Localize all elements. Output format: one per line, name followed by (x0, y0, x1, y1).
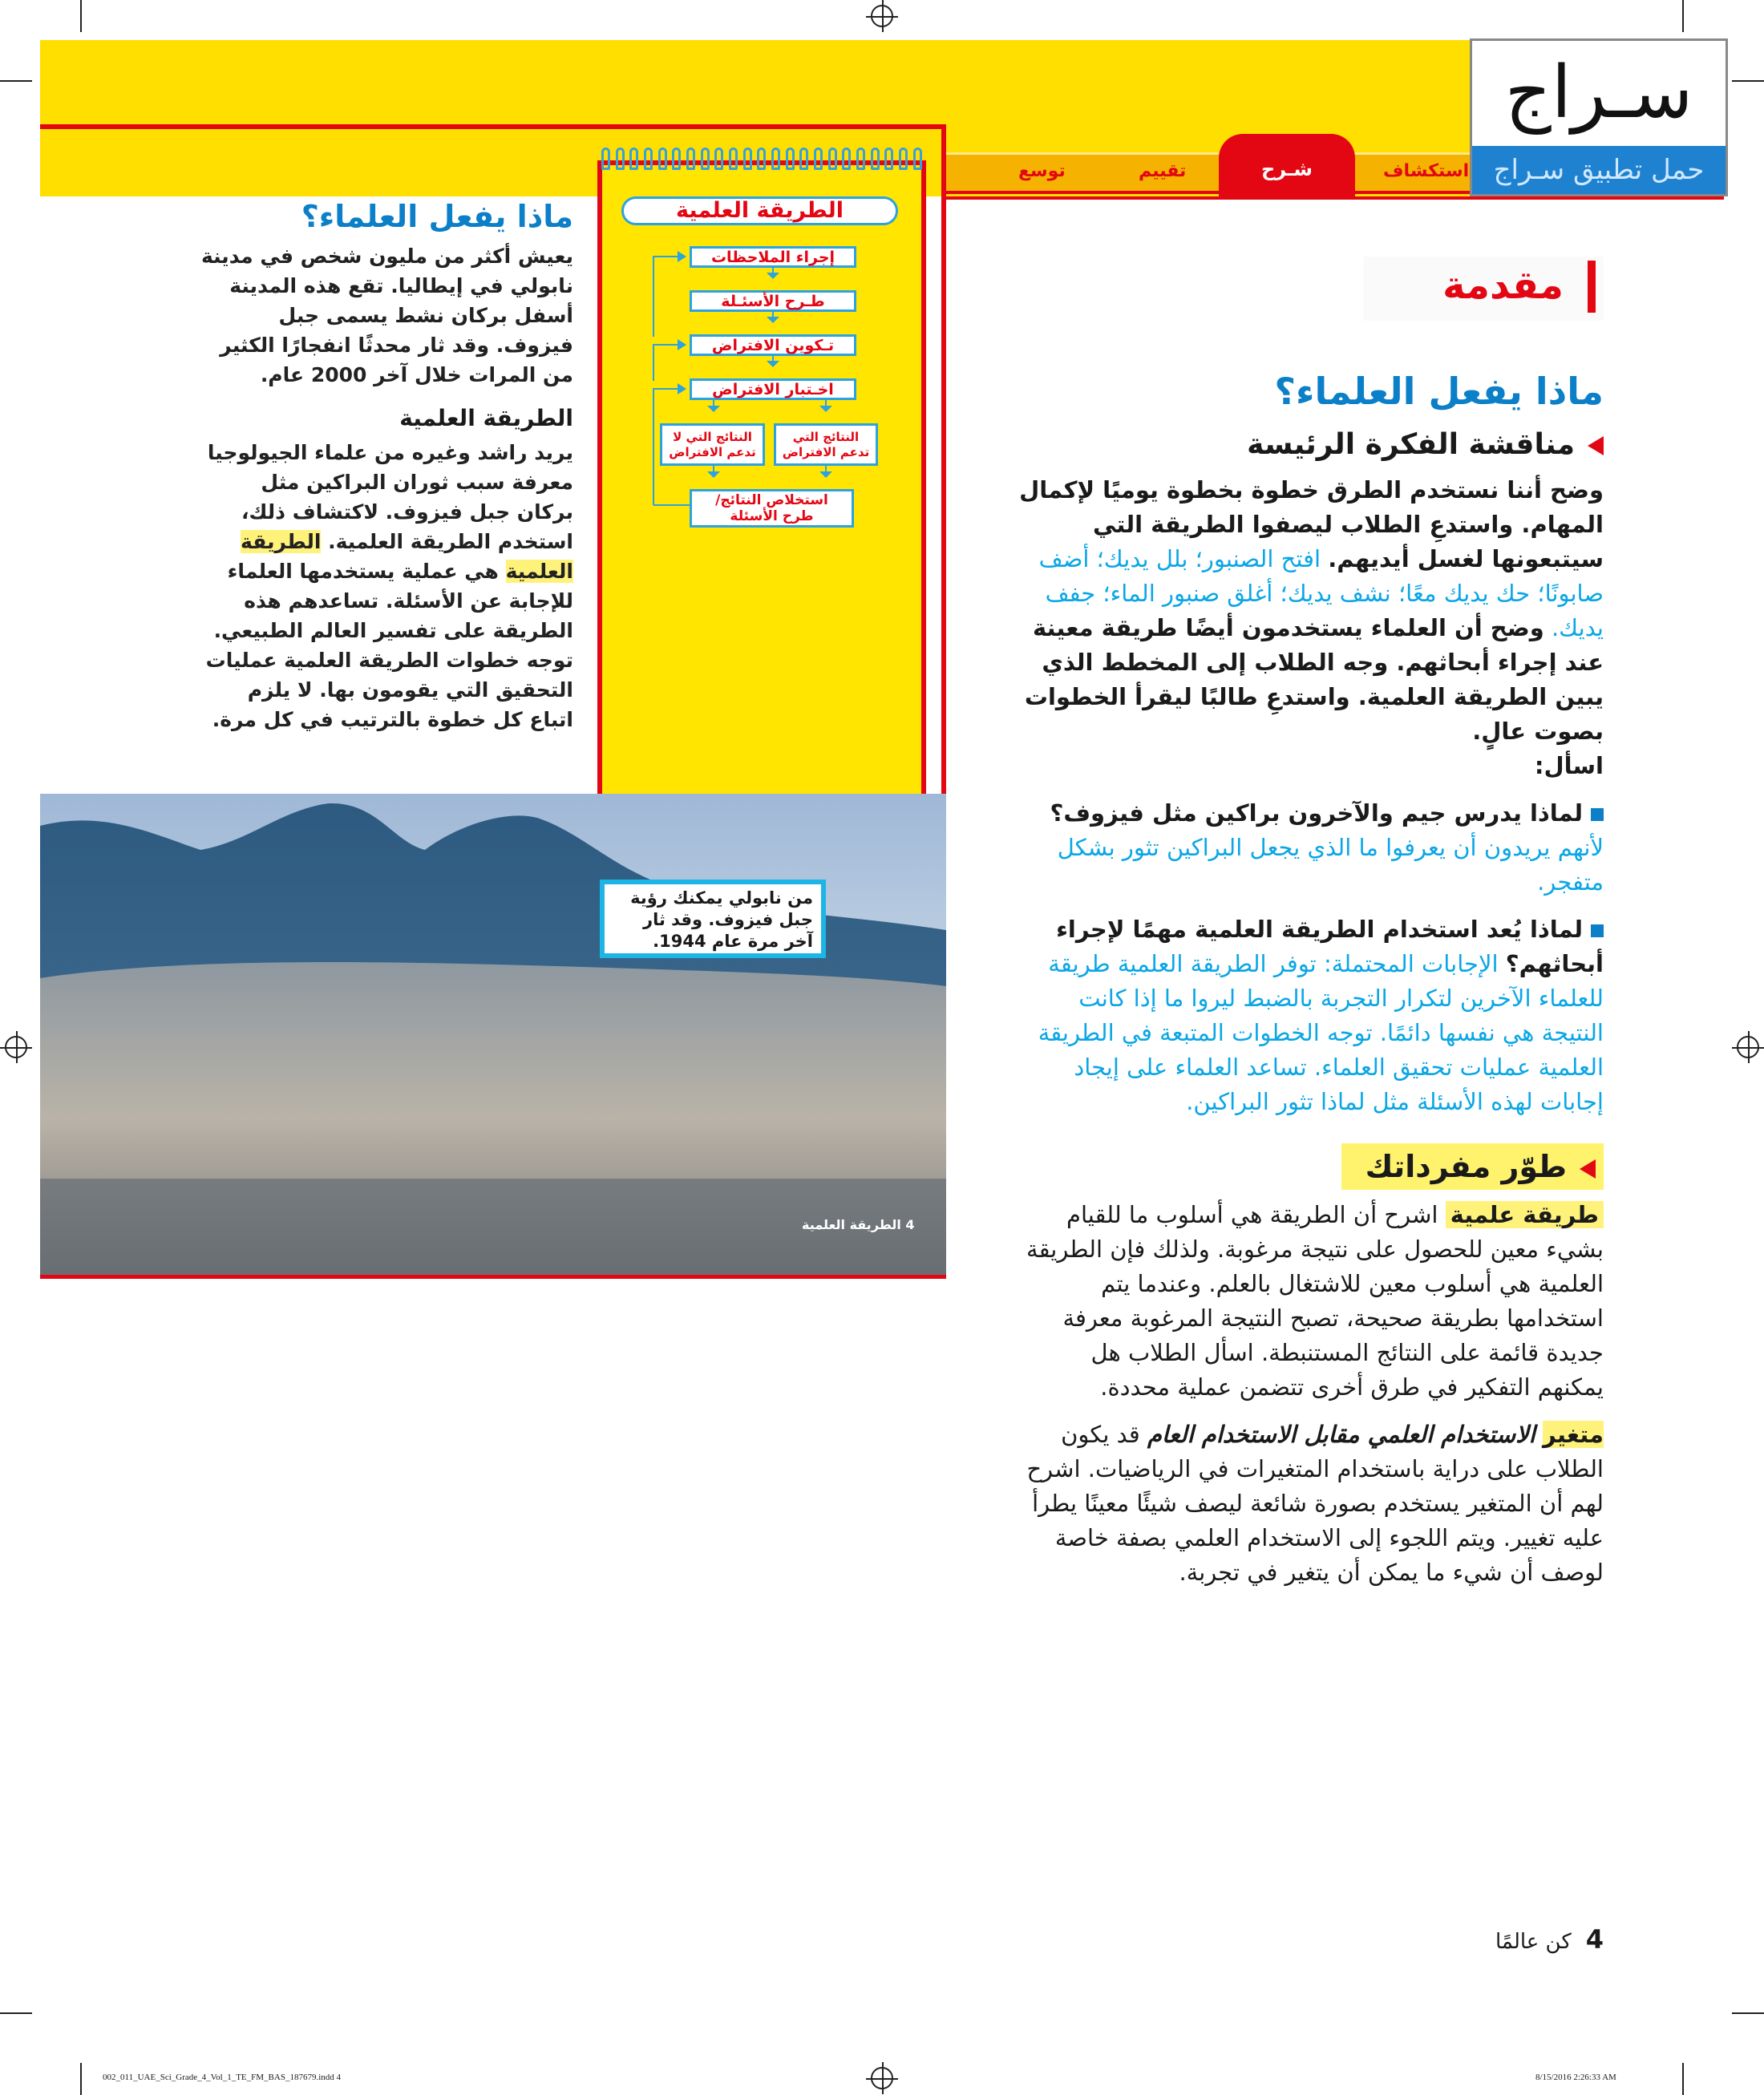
student-page-title: ماذا يفعل العلماء؟ (301, 199, 573, 234)
bullet-icon (1591, 808, 1604, 821)
crop-mark (0, 2012, 32, 2014)
scientific-method-flowchart (593, 144, 930, 850)
vocab-heading (1341, 1143, 1604, 1190)
method-text: يريد راشد وغيره من علماء الجيولوجيا معرفة سبب ثوران البراكين مثل بركان جبل فيزوف. لاكتشاف ذلك، استخدم الطريقة العلمية. (207, 441, 573, 553)
crop-mark (80, 2063, 82, 2095)
section-title: الطريقة العلمية (399, 405, 573, 431)
crop-mark (1732, 80, 1764, 82)
teacher-instruction: وضح أن العلماء يستخدمون أيضًا طريقة معينة عند إجراء أبحاثهم. وجه الطلاب إلى المخطط الذي يبين الطريقة العلمية. واستدعِ طالبًا ليقرأ الخطوات بصوت عالٍ. (1024, 614, 1604, 745)
photo-caption: من نابولي يمكنك رؤية جبل فيزوف. وقد ثار آخر مرة عام 1944. (600, 880, 826, 958)
result-supports: النتائج التي تدعم الافتراض (774, 423, 878, 466)
usage-title: الاستخدام العلمي مقابل الاستخدام العام (1147, 1421, 1535, 1448)
intro-paragraph (200, 241, 573, 390)
crop-mark (1732, 2012, 1764, 2014)
triangle-marker-icon (1580, 1159, 1596, 1179)
tab-explore[interactable]: استكشاف (1383, 161, 1470, 181)
question-text: لماذا يدرس جيم والآخرون براكين مثل فيزوف؟ (1050, 799, 1583, 827)
photo-label-text: الطريقة العلمية (802, 1217, 901, 1232)
step-ask-questions: طـرح الأسئـلة (690, 290, 856, 312)
vocab-text: اشرح أن الطريقة هي أسلوب ما للقيام بشيء معين للحصول على نتيجة مرغوبة. ولذلك فإن الطريقة العلمية هي أسلوب معين للاشتغال بالعلم. وعندما يتم استخدامها بطريقة صحيحة، تصبح النتيجة المرغوبة معرفة جديدة قائمة على النتائج المستنبطة. اسأل الطلاب هل يمكنهم التفكير في طرق أخرى تتضمن عملية محددة. (1026, 1201, 1604, 1401)
subheading-text: مناقشة الفكرة الرئيسة (1247, 428, 1575, 461)
teacher-notes-column (1018, 367, 1604, 1590)
photo-label (802, 1217, 915, 1232)
discussion-paragraph (1018, 473, 1604, 783)
tab-explain[interactable]: شـرح (1219, 134, 1355, 196)
divider (946, 196, 1724, 200)
registration-mark-icon (5, 1036, 27, 1058)
page-footer (1443, 1924, 1604, 1955)
print-timestamp: 8/15/2016 2:26:33 AM (1535, 2073, 1616, 2082)
section-bar (1588, 261, 1596, 313)
bullet-icon (1591, 924, 1604, 937)
page-footer-title: كن عالمًا (1495, 1930, 1572, 1954)
highlighted-term: الطريقة العلمية (241, 530, 573, 583)
step-conclude: استخلاص النتائج/ طرح الأسئلة (690, 489, 854, 528)
vocab-paragraph (1018, 1198, 1604, 1405)
usage-paragraph (1018, 1418, 1604, 1590)
subheading (1018, 425, 1604, 465)
registration-mark-icon (1737, 1036, 1759, 1058)
crop-mark (0, 80, 32, 82)
question-item (1018, 912, 1604, 1119)
question-item (1018, 796, 1604, 900)
answer-text: الإجابات المحتملة: توفر الطريقة العلمية طريقة للعلماء الآخرين لتكرار التجربة بالضبط ليروا ما إذا كانت النتيجة هي نفسها دائمًا. توجه الخطوات المتبعة في الطريقة العلمية عمليات تحقيق العلماء. تساعد العلماء على إيجاد إجابات لهذه الأسئلة مثل لماذا تثور البراكين. (1038, 950, 1604, 1115)
intro-text: يعيش أكثر من مليون شخص في مدينة نابولي في إيطاليا. تقع هذه المدينة أسفل بركان نشط يسمى جبل فيزوف. وقد ثار محدثًا انفجارًا الكثير من المرات خلال آخر 2000 عام. (200, 245, 573, 386)
tab-extend[interactable]: توسع (1018, 161, 1066, 181)
vocab-term: طريقة علمية (1446, 1201, 1604, 1228)
answer-text: لأنهم يريدون أن يعرفوا ما الذي يجعل البراكين تثور بشكل متفجر. (1057, 834, 1604, 896)
method-paragraph (200, 438, 573, 734)
logo-title: سـراج (1504, 51, 1693, 135)
section-label-box (1363, 257, 1604, 321)
crop-mark (80, 0, 82, 32)
method-text: هي عملية يستخدمها العلماء للإجابة عن الأسئلة. تساعدهم هذه الطريقة على تفسير العالم الطبيعي. توجه خطوات الطريقة العلمية عمليات التحقيق التي يقومون بها. لا يلزم اتباع كل خطوة بالترتيب في كل مرة. (205, 560, 573, 731)
step-observe: إجراء الملاحظات (690, 246, 856, 268)
usage-text: قد يكون الطلاب على دراية باستخدام المتغيرات في الرياضيات. اشرح لهم أن المتغير يستخدم بصورة شائعة ليصف شيئًا معينًا يطرأ عليه تغيير. ويتم اللجوء إلى الاستخدام العلمي بصفة خاصة لوصف أن شيء ما يمكن أن يتغير في تجربة. (1026, 1421, 1604, 1586)
ask-label: اسأل: (1534, 752, 1604, 779)
flowchart-title: الطريقة العلمية (621, 196, 898, 225)
sample-answer: افتح الصنبور؛ بلل يديك؛ أضف صابونًا؛ حك يديك معًا؛ نشف يديك؛ أغلق صنبور الماء؛ جفف يديك. (1038, 545, 1604, 641)
tab-evaluate[interactable]: تقييم (1139, 161, 1187, 181)
vocab-heading-text: طوّر مفرداتك (1365, 1149, 1567, 1184)
usage-term: متغير (1542, 1421, 1604, 1448)
triangle-marker-icon (1588, 436, 1604, 455)
file-slug: 002_011_UAE_Sci_Grade_4_Vol_1_TE_FM_BAS_187679.indd 4 (103, 2073, 341, 2082)
lesson-title: ماذا يفعل العلماء؟ (1274, 370, 1604, 413)
teacher-instruction: وضح أننا نستخدم الطرق خطوة بخطوة يوميًا لإكمال المهام. واستدعِ الطلاب ليصفوا الطريقة التي سيتبعونها لغسل أيديهم. (1019, 476, 1604, 572)
section-label: مقدمة (1442, 263, 1564, 308)
download-app-link[interactable]: حمل تطبيق سـراج (1472, 146, 1726, 194)
step-form-hypothesis: تـكوين الافتراض (690, 334, 856, 356)
student-page-text (200, 196, 573, 734)
naples-vesuvius-photo (40, 794, 946, 1275)
volcano-illustration (40, 794, 946, 1275)
lesson-tabs (946, 152, 1471, 194)
photo-page-number: 4 (905, 1217, 915, 1232)
registration-mark-icon (871, 5, 893, 27)
crop-mark (1682, 2063, 1684, 2095)
result-not-supports: النتائج التي لا تدعم الافتراض (660, 423, 765, 466)
registration-mark-icon (871, 2067, 893, 2089)
page-number: 4 (1585, 1924, 1604, 1955)
step-test-hypothesis: اخـتبار الافتراض (690, 378, 856, 400)
question-text: لماذا يُعد استخدام الطريقة العلمية مهمًا لإجراء أبحاثهم؟ (1056, 916, 1604, 977)
siraj-logo[interactable] (1470, 38, 1728, 196)
crop-mark (1682, 0, 1684, 32)
